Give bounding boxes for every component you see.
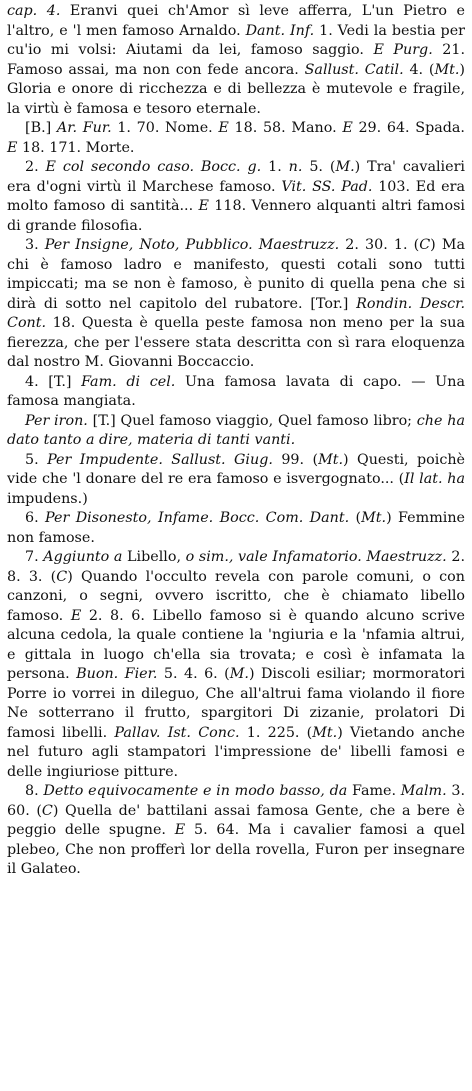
- italic-text: M.: [335, 159, 355, 175]
- italic-text: n.: [288, 159, 303, 175]
- body-text: ) Quando l'occulto revela con parole comuni, o con canzoni, o segni, ovvero iscritto, che è chiamato libello famoso.: [7, 568, 466, 624]
- body-text: 1.: [261, 159, 289, 175]
- italic-text: E: [198, 198, 209, 214]
- entry-paragraph: [7, 412, 465, 451]
- body-text: 3.: [25, 237, 45, 253]
- italic-text: Vit. SS. Pad.: [281, 178, 373, 195]
- entry-paragraph: [7, 782, 465, 880]
- body-text: 6.: [25, 510, 46, 526]
- entry-paragraph: [7, 119, 465, 158]
- italic-text: Per Insigne, Noto, Pubblico. Maestruzz.: [44, 237, 340, 253]
- italic-text: Aggiunto a: [43, 549, 123, 565]
- italic-text: Mt.: [312, 724, 338, 741]
- body-text: impudens.): [7, 490, 88, 507]
- body-text: Una famosa lavata di capo. — Una famosa mangiata.: [7, 373, 465, 409]
- italic-text: Mt.: [318, 451, 344, 468]
- italic-text: che ha dato tanto a dire, materia di tanti vanti.: [7, 412, 465, 448]
- body-text: 4. (: [403, 61, 435, 78]
- body-text: ) Gloria e onore di ricchezza e di bellezza è mutevole e fragile, la virtù è famosa e tesoro eternale.: [7, 61, 465, 117]
- italic-text: C: [41, 802, 53, 819]
- italic-text: Ar. Fur.: [56, 120, 112, 136]
- body-text: 1. Vedi la bestia per cu'io mi volsi: Aiutami da lei, famoso saggio.: [7, 22, 466, 58]
- entry-paragraph: [7, 158, 465, 236]
- body-text: 2. 8. 6. Libello famoso si è quando alcuno scrive alcuna cedola, la quale contiene la 'ngiuria e la 'nfamia altrui, e gittala in luogo ch'ella sia trovata; e così è infamata la persona.: [7, 607, 466, 682]
- body-text: 29. 64. Spada.: [352, 120, 465, 136]
- body-text: Fame.: [347, 783, 401, 799]
- italic-text: Detto equivocamente e in modo basso, da: [43, 783, 348, 799]
- italic-text: o sim., vale Infamatorio. Maestruzz.: [185, 549, 447, 565]
- italic-text: C: [419, 237, 431, 253]
- body-text: ) Tra' cavalieri era d'ogni virtù il Marchese famoso.: [7, 159, 465, 195]
- italic-text: Malm.: [400, 783, 447, 799]
- body-text: (: [349, 510, 362, 526]
- body-text: ) Questi, poichè vide che 'l donare del re era famoso e isvergognato... (: [7, 451, 466, 487]
- italic-text: E col secondo caso. Bocc. g.: [45, 159, 262, 175]
- body-text: 18. 171. Morte.: [17, 139, 135, 156]
- body-text: 2.: [25, 159, 46, 175]
- body-text: 5. 4. 6. (: [157, 666, 230, 682]
- body-text: 1. 70. Nome.: [111, 120, 219, 136]
- body-text: ) Vietando anche nel futuro agli stampatori l'impressione de' libelli famosi e delle ingiuriose pitture.: [7, 724, 465, 780]
- italic-text: M.: [229, 666, 249, 682]
- entry-paragraph: [7, 2, 465, 119]
- body-text: 5. (: [302, 159, 336, 175]
- italic-text: cap. 4.: [7, 3, 61, 19]
- body-text: 21. Famoso assai, ma non con fede ancora.: [7, 42, 465, 78]
- italic-text: Per Impudente. Sallust. Giug.: [47, 451, 273, 468]
- italic-text: Il lat. ha: [404, 471, 465, 487]
- body-text: 7.: [25, 549, 44, 565]
- body-text: ) Quella de' battilani assai famosa Gente, che a bere è peggio delle spugne.: [7, 802, 465, 838]
- body-text: ) Femmine non famose.: [7, 510, 465, 546]
- body-text: 18. Questa è quella peste famosa non meno per la sua fierezza, che per l'essere stata descritta con sì rara eloquenza dal nostro M. Giovanni Boccaccio.: [7, 315, 465, 370]
- entry-paragraph: [7, 451, 465, 510]
- italic-text: E: [218, 120, 229, 136]
- entry-paragraph: [7, 373, 465, 412]
- italic-text: Fam. di cel.: [81, 373, 176, 390]
- body-text: [T.] Quel famoso viaggio, Quel famoso libro;: [87, 412, 417, 429]
- body-text: Eranvi quei ch'Amor sì leve afferra, L'un Pietro e l'altro, e 'l men famoso Arnaldo.: [7, 3, 465, 39]
- italic-text: Buon. Fier.: [76, 666, 158, 682]
- body-text: 2. 8. 3. (: [7, 549, 465, 585]
- italic-text: Pallav. Ist. Conc.: [114, 724, 240, 741]
- body-text: 3. 60. (: [7, 783, 466, 819]
- body-text: 118. Vennero alquanti altri famosi di grande filosofia.: [7, 198, 465, 234]
- entry-paragraph: [7, 236, 465, 373]
- italic-text: Mt.: [361, 510, 387, 526]
- body-text: 5. 64. Ma i cavalier famosi a quel plebeo, Che non profferì lor della rovella, Furon per insegnare il Galateo.: [7, 822, 465, 877]
- body-text: ) Ma chi è famoso ladro e manifesto, questi cotali sono tutti impiccati; ma se non è famoso, è punito di quella pena che si dirà di sotto nel capitolo del rubatore. [Tor.]: [7, 237, 465, 312]
- body-text: 2. 30. 1. (: [339, 237, 420, 253]
- body-text: 5.: [25, 451, 48, 468]
- italic-text: E Purg.: [373, 42, 433, 58]
- italic-text: Per iron.: [25, 412, 88, 429]
- italic-text: Rondin. Descr. Cont.: [7, 295, 465, 331]
- body-text: 1. 225. (: [239, 724, 313, 741]
- entry-paragraph: [7, 548, 465, 782]
- italic-text: Dant. Inf.: [245, 22, 315, 39]
- italic-text: E: [342, 120, 353, 136]
- italic-text: C: [56, 568, 68, 585]
- italic-text: E: [174, 822, 186, 838]
- italic-text: E: [7, 139, 18, 156]
- entry-paragraph: [7, 509, 465, 548]
- body-text: 8.: [25, 783, 44, 799]
- body-text: 99. (: [272, 451, 319, 468]
- italic-text: Mt.: [434, 61, 460, 78]
- body-text: 103. Ed era molto famoso di santità...: [7, 178, 465, 214]
- body-text: [B.]: [25, 120, 57, 136]
- body-text: 4. [T.]: [25, 373, 82, 390]
- italic-text: Per Disonesto, Infame. Bocc. Com. Dant.: [45, 510, 350, 526]
- body-text: 18. 58. Mano.: [228, 120, 343, 136]
- italic-text: Sallust. Catil.: [304, 61, 404, 78]
- body-text: ) Discoli esiliar; mormoratori Porre io vorrei in dileguo, Che all'altrui fama violando il fiore Ne sotterrano il frutto, spargitori Di zizanie, prolatori Di famosi libelli.: [7, 666, 465, 741]
- italic-text: E: [70, 607, 82, 624]
- body-text: Libello,: [122, 549, 186, 565]
